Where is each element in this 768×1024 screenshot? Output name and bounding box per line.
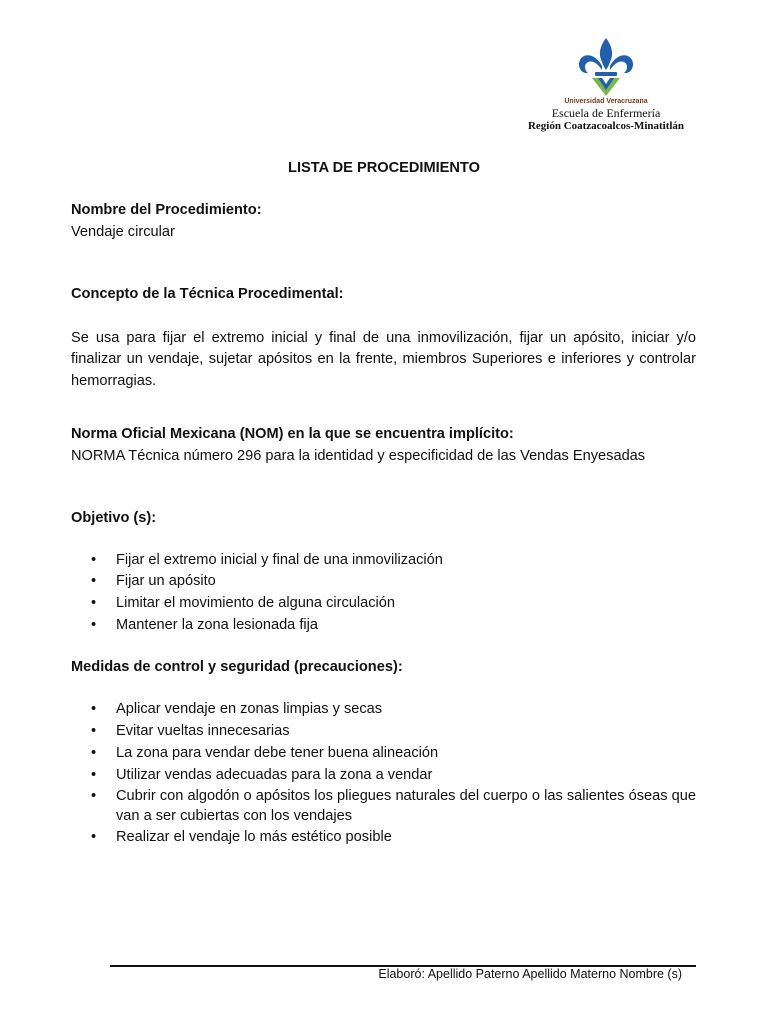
institution-header	[506, 36, 706, 133]
list-item	[116, 786, 696, 827]
list-item-text: • Cubrir con algodón o apósitos los pliegues naturales del cuerpo o las salientes óseas que van a ser cubiertas con los vendajes	[116, 788, 696, 824]
precautions-label: Medidas de control y seguridad (precauciones):	[71, 658, 403, 675]
procedure-value: Vendaje circular	[71, 223, 175, 240]
nom-text: NORMA Técnica número 296 para la identidad y especificidad de las Vendas Enyesadas	[71, 447, 646, 464]
list-item: • Realizar el vendaje lo más estético posible	[116, 827, 696, 849]
list-item: • Aplicar vendaje en zonas limpias y secas	[116, 699, 696, 721]
document-title: LISTA DE PROCEDIMIENTO	[288, 160, 480, 176]
concept-label: Concepto de la Técnica Procedimental:	[71, 286, 344, 302]
objectives-list	[71, 550, 696, 637]
procedure-label: Nombre del Procedimiento:	[71, 202, 262, 218]
school-name: Escuela de Enfermería	[551, 106, 661, 120]
list-item: • Limitar el movimiento de alguna circulación	[116, 593, 696, 615]
document-body	[71, 200, 696, 849]
list-item: • La zona para vendar debe tener buena alineación	[116, 743, 696, 765]
list-item: • Evitar vueltas innecesarias	[116, 721, 696, 743]
list-item: • Fijar el extremo inicial y final de una inmovilización	[116, 550, 696, 572]
university-logo	[576, 36, 636, 96]
list-item: • Utilizar vendas adecuadas para la zona a vendar	[116, 765, 696, 787]
nom-label: Norma Oficial Mexicana (NOM) en la que se encuentra implícito:	[71, 426, 514, 442]
concept-text: Se usa para fijar el extremo inicial y final de una inmovilización, fijar un apósito, iniciar y/o finalizar un vendaje, sujetar apósitos en la frente, miembros Superiores e inferiores y controlar hemorragias.	[71, 329, 696, 389]
list-item: • Fijar un apósito	[116, 571, 696, 593]
list-item: • Mantener la zona lesionada fija	[116, 615, 696, 637]
objectives-label: Objetivo (s):	[71, 510, 157, 526]
precautions-list	[71, 699, 696, 849]
region-name: Región Coatzacoalcos-Minatitlán	[527, 120, 685, 132]
university-name: Universidad Veracruzana	[564, 98, 648, 105]
footer-author: Elaboró: Apellido Paterno Apellido Materno Nombre (s)	[378, 967, 682, 981]
fleur-de-lis-logo-icon	[576, 36, 636, 96]
